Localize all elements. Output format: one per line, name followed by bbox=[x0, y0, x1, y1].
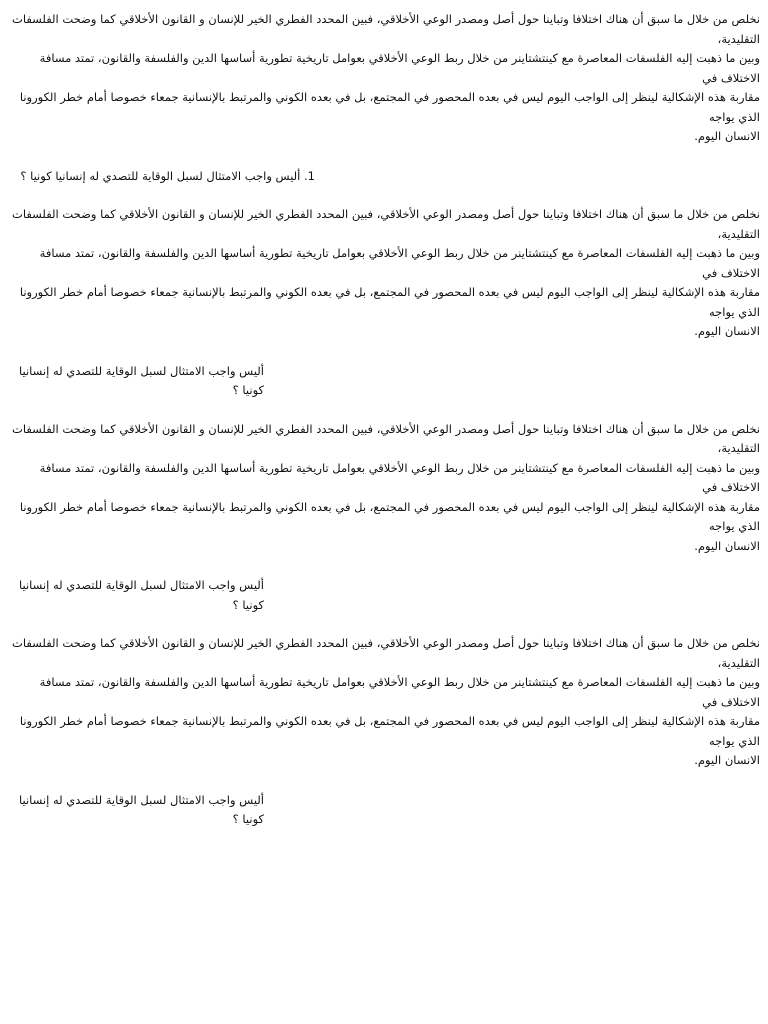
paragraph-4-line-2: وبين ما ذهبت إليه الفلسفات المعاصرة مع كينتشتاينر من خلال ربط الوعي الأخلاقي بعوامل تاريخية تطورية أساسها الدين والفلسفة والقانون، تمتد مسافة الاختلاف في bbox=[39, 675, 760, 709]
paragraph-1-line-3: مقاربة هذه الإشكالية لينظر إلى الواجب اليوم ليس في بعده المحصور في المجتمع، بل في بعده الكوني والمرتبط بالإنسانية جمعاء خصوصا أمام خطر الكورونا الذي يواجه bbox=[19, 90, 760, 124]
paragraph-1-line-2: وبين ما ذهبت إليه الفلسفات المعاصرة مع كينتشتاينر من خلال ربط الوعي الأخلاقي بعوامل تاريخية تطورية أساسها الدين والفلسفة والقانون، تمتد مسافة الاختلاف في bbox=[39, 51, 760, 85]
paragraph-4 bbox=[8, 634, 760, 771]
question-4: أليس واجب الامتثال لسبل الوقاية للتصدي له إنسانيا كونيا ؟ bbox=[18, 792, 264, 826]
paragraph-2-line-1: نخلص من خلال ما سبق أن هناك اختلافا وتباينا حول أصل ومصدر الوعي الأخلاقي، فبين المحدد الفطري الخير للإنسان و القانون الأخلاقي كما وضحت الفلسفات التقليدية، bbox=[12, 207, 760, 241]
paragraph-2 bbox=[8, 205, 760, 342]
paragraph-4-line-1: نخلص من خلال ما سبق أن هناك اختلافا وتباينا حول أصل ومصدر الوعي الأخلاقي، فبين المحدد الفطري الخير للإنسان و القانون الأخلاقي كما وضحت الفلسفات التقليدية، bbox=[12, 636, 760, 670]
paragraph-3-line-4: الانسان اليوم. bbox=[694, 538, 760, 553]
paragraph-1-line-1: نخلص من خلال ما سبق أن هناك اختلافا وتباينا حول أصل ومصدر الوعي الأخلاقي، فبين المحدد الفطري الخير للإنسان و القانون الأخلاقي كما وضحت الفلسفات التقليدية، bbox=[12, 12, 760, 46]
question-3: أليس واجب الامتثال لسبل الوقاية للتصدي له إنسانيا كونيا ؟ bbox=[18, 578, 264, 612]
question-1: 1. أليس واجب الامتثال لسبل الوقاية للتصدي له إنسانيا كونيا ؟ bbox=[20, 168, 315, 183]
paragraph-4-line-4: الانسان اليوم. bbox=[694, 753, 760, 767]
paragraph-3-line-3: مقاربة هذه الإشكالية لينظر إلى الواجب اليوم ليس في بعده المحصور في المجتمع، بل في بعده الكوني والمرتبط بالإنسانية جمعاء خصوصا أمام خطر الكورونا الذي يواجه bbox=[19, 499, 760, 533]
paragraph-2-line-3: مقاربة هذه الإشكالية لينظر إلى الواجب اليوم ليس في بعده المحصور في المجتمع، بل في بعده الكوني والمرتبط بالإنسانية جمعاء خصوصا أمام خطر الكورونا الذي يواجه bbox=[19, 285, 760, 319]
paragraph-1 bbox=[8, 10, 760, 147]
paragraph-2-line-4: الانسان اليوم. bbox=[694, 324, 760, 338]
paragraph-3-line-2: وبين ما ذهبت إليه الفلسفات المعاصرة مع كينتشتاينر من خلال ربط الوعي الأخلاقي بعوامل تاريخية تطورية أساسها الدين والفلسفة والقانون، تمتد مسافة الاختلاف في bbox=[39, 460, 760, 494]
paragraph-3-line-1: نخلص من خلال ما سبق أن هناك اختلافا وتباينا حول أصل ومصدر الوعي الأخلاقي، فبين المحدد الفطري الخير للإنسان و القانون الأخلاقي كما وضحت الفلسفات التقليدية، bbox=[12, 421, 760, 455]
paragraph-3 bbox=[8, 420, 760, 557]
paragraph-1-line-4: الانسان اليوم. bbox=[694, 129, 760, 143]
paragraph-4-line-3: مقاربة هذه الإشكالية لينظر إلى الواجب اليوم ليس في بعده المحصور في المجتمع، بل في بعده الكوني والمرتبط بالإنسانية جمعاء خصوصا أمام خطر الكورونا الذي يواجه bbox=[19, 714, 760, 748]
question-2: أليس واجب الامتثال لسبل الوقاية للتصدي له إنسانيا كونيا ؟ bbox=[18, 363, 264, 397]
paragraph-2-line-2: وبين ما ذهبت إليه الفلسفات المعاصرة مع كينتشتاينر من خلال ربط الوعي الأخلاقي بعوامل تاريخية تطورية أساسها الدين والفلسفة والقانون، تمتد مسافة الاختلاف في bbox=[39, 246, 760, 280]
